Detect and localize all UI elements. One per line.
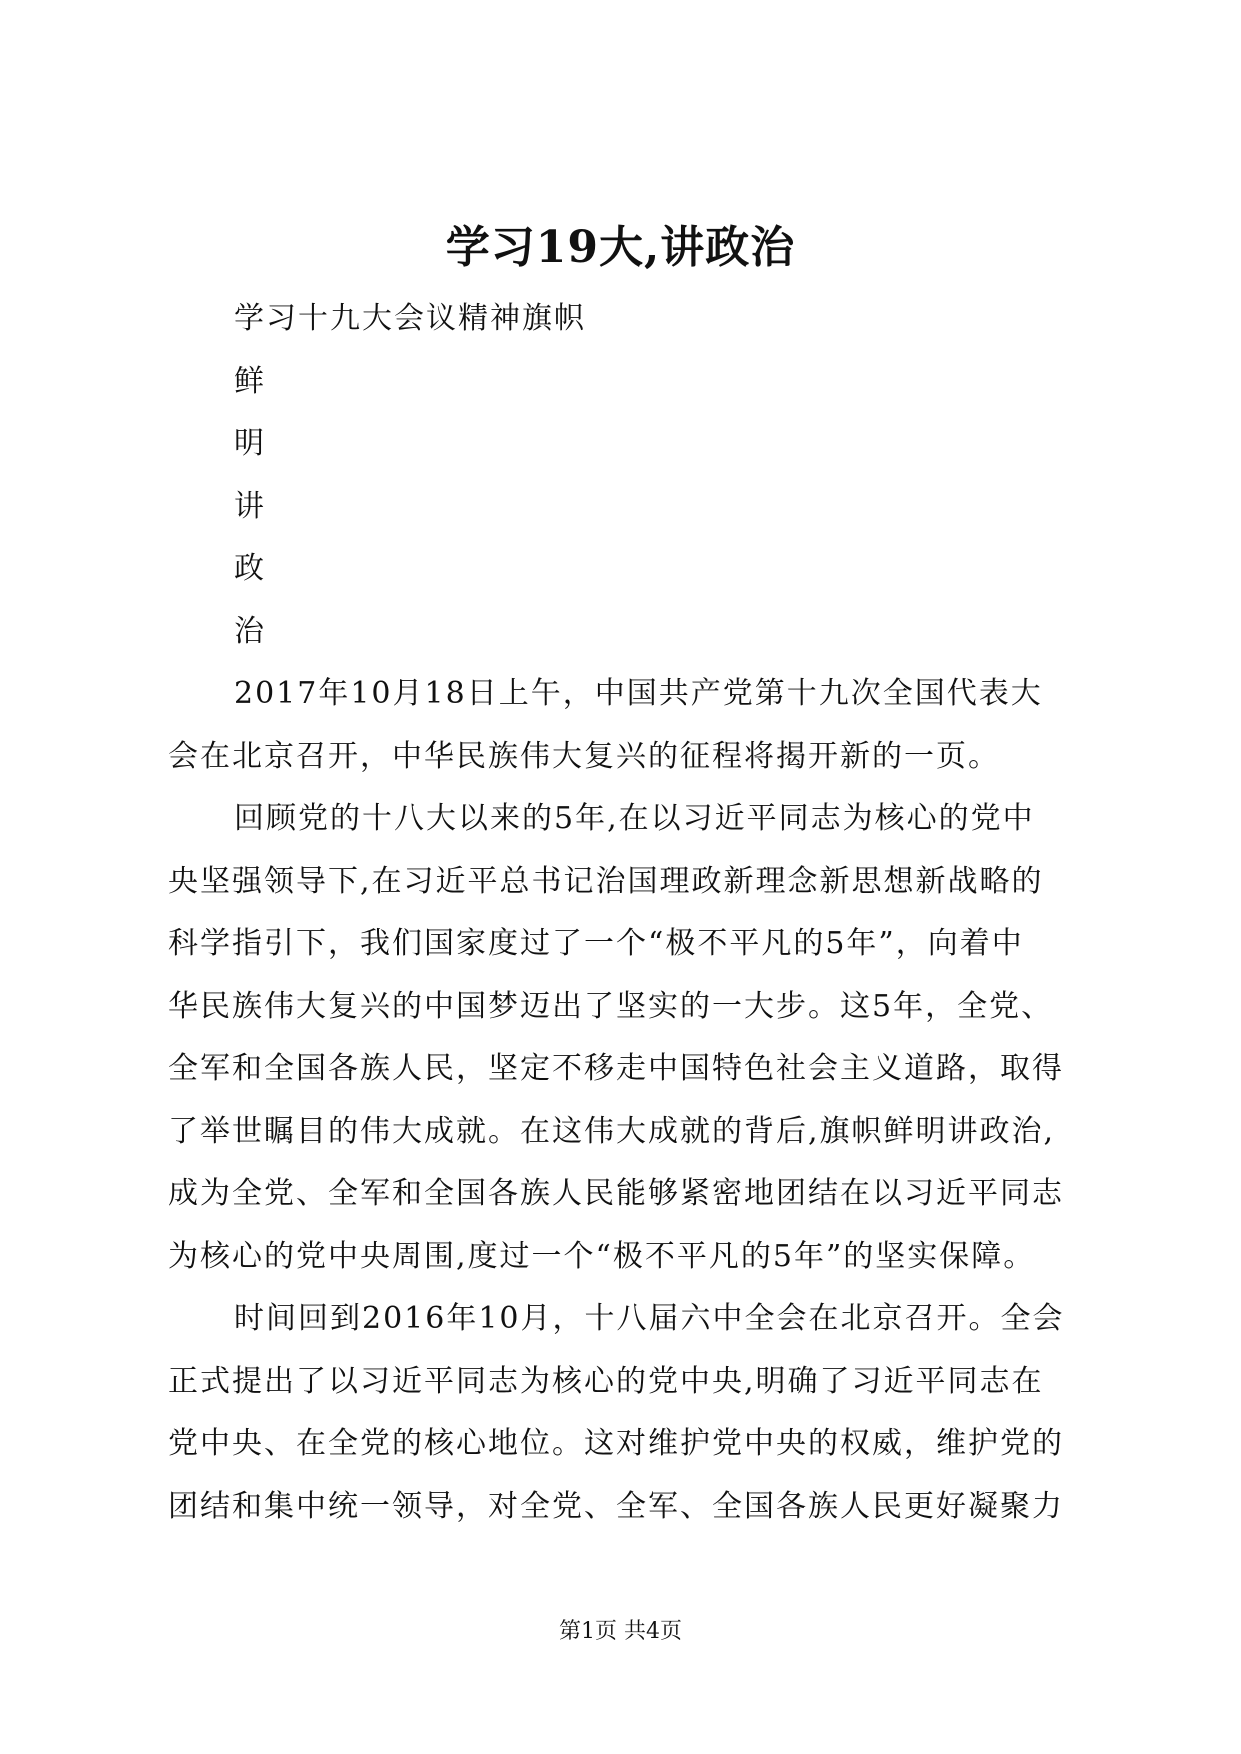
text-line: 鲜 xyxy=(234,363,266,399)
text-line: 了举世瞩目的伟大成就。在这伟大成就的背后,旗帜鲜明讲政治, xyxy=(168,1113,1056,1149)
document-body xyxy=(168,288,1088,1538)
text-line: 全军和全国各族人民，坚定不移走中国特色社会主义道路，取得 xyxy=(168,1051,1064,1086)
text-line: 政 xyxy=(234,551,266,586)
document-title: 学习19大,讲政治 xyxy=(445,222,796,273)
text-line: 团结和集中统一领导，对全党、全军、全国各族人民更好凝聚力 xyxy=(168,1488,1064,1524)
text-line: 会在北京召开，中华民族伟大复兴的征程将揭开新的一页。 xyxy=(168,738,1000,774)
page-footer: 第1页 共4页 xyxy=(559,1619,682,1644)
text-line: 科学指引下，我们国家度过了一个“极不平凡的5年”，向着中 xyxy=(168,926,1024,961)
text-line: 央坚强领导下,在习近平总书记治国理政新理念新思想新战略的 xyxy=(168,863,1044,899)
text-line: 成为全党、全军和全国各族人民能够紧密地团结在以习近平同志 xyxy=(168,1176,1064,1211)
text-line: 华民族伟大复兴的中国梦迈出了坚实的一大步。这5年，全党、 xyxy=(168,988,1054,1024)
text-line: 治 xyxy=(234,613,266,649)
text-line: 2017年10月18日上午，中国共产党第十九次全国代表大 xyxy=(234,676,1043,711)
text-line: 明 xyxy=(234,426,266,461)
text-line: 为核心的党中央周围,度过一个“极不平凡的5年”的坚实保障。 xyxy=(168,1238,1036,1274)
text-line: 时间回到2016年10月，十八届六中全会在北京召开。全会 xyxy=(234,1301,1065,1336)
text-line: 党中央、在全党的核心地位。这对维护党中央的权威，维护党的 xyxy=(168,1426,1064,1461)
text-line: 回顾党的十八大以来的5年,在以习近平同志为核心的党中 xyxy=(234,801,1035,836)
text-line: 正式提出了以习近平同志为核心的党中央,明确了习近平同志在 xyxy=(168,1363,1044,1399)
text-line: 学习十九大会议精神旗帜 xyxy=(234,301,586,336)
text-line: 讲 xyxy=(234,488,266,524)
